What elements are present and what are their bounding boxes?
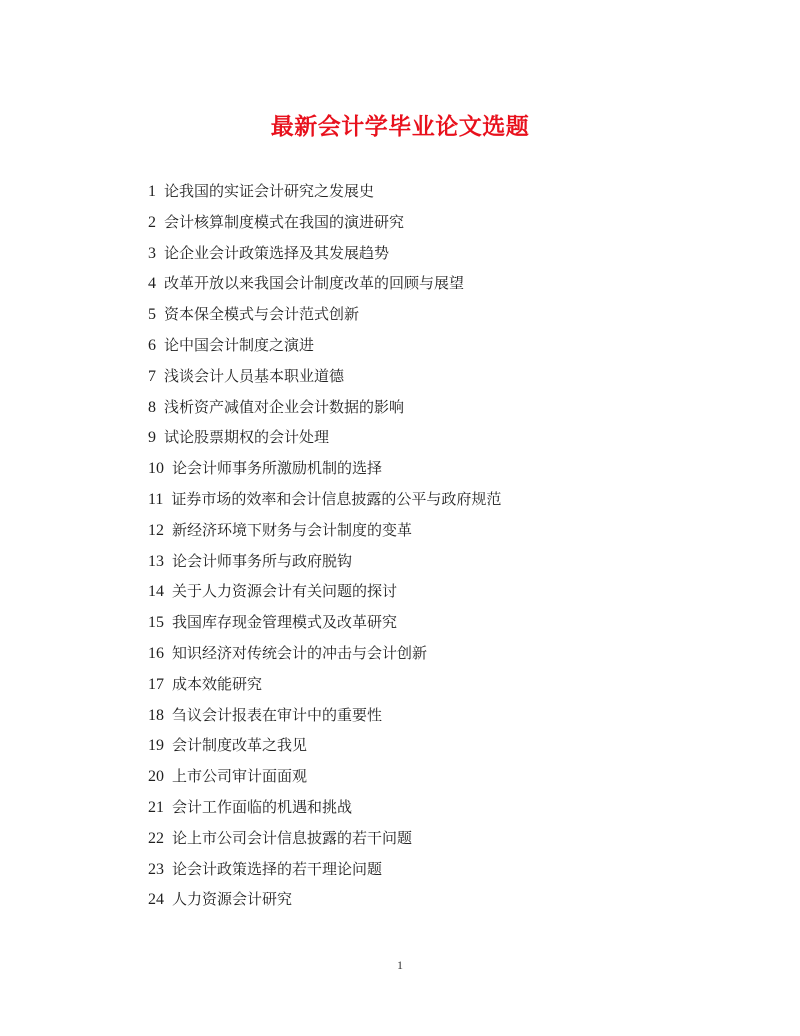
topic-title: 论会计政策选择的若干理论问题 xyxy=(172,859,383,878)
topic-number: 13 xyxy=(148,552,164,570)
topic-number: 7 xyxy=(148,367,156,385)
topic-item xyxy=(148,730,708,761)
topic-number: 2 xyxy=(148,213,156,231)
topic-title: 证券市场的效率和会计信息披露的公平与政府规范 xyxy=(171,489,502,508)
topic-number: 4 xyxy=(148,275,156,293)
topic-item xyxy=(148,515,708,546)
topic-item xyxy=(148,238,708,269)
topic-item xyxy=(148,361,708,392)
topic-title: 浅谈会计人员基本职业道德 xyxy=(164,366,345,385)
topic-title: 论会计师事务所激励机制的选择 xyxy=(172,459,383,478)
topic-title: 成本效能研究 xyxy=(172,674,263,693)
topic-item xyxy=(148,761,708,792)
topic-title: 会计制度改革之我见 xyxy=(172,736,308,755)
topic-item xyxy=(148,669,708,700)
topic-title: 刍议会计报表在审计中的重要性 xyxy=(172,705,383,724)
topic-item xyxy=(148,330,708,361)
topic-title: 论我国的实证会计研究之发展史 xyxy=(164,182,375,200)
topic-item xyxy=(148,607,708,638)
topic-item xyxy=(148,299,708,330)
topic-item xyxy=(148,392,708,423)
topic-number: 3 xyxy=(148,244,156,262)
topic-item xyxy=(148,546,708,577)
topic-item xyxy=(148,823,708,854)
topic-item xyxy=(148,207,708,238)
topic-number: 23 xyxy=(148,860,164,878)
topic-item xyxy=(148,484,708,515)
topic-title: 会计核算制度模式在我国的演进研究 xyxy=(164,212,405,231)
topic-number: 15 xyxy=(148,614,164,632)
page-number: 1 xyxy=(397,958,403,972)
topic-title: 浅析资产减值对企业会计数据的影响 xyxy=(164,397,405,416)
topic-number: 10 xyxy=(148,460,164,478)
topic-number: 19 xyxy=(148,737,164,755)
topic-number: 14 xyxy=(148,583,164,601)
topic-title: 论中国会计制度之演进 xyxy=(164,335,315,354)
topic-title: 论会计师事务所与政府脱钩 xyxy=(172,551,353,570)
topic-title: 会计工作面临的机遇和挑战 xyxy=(172,797,353,816)
topic-number: 17 xyxy=(148,675,164,693)
topic-number: 11 xyxy=(148,490,164,508)
topic-title: 试论股票期权的会计处理 xyxy=(164,428,330,447)
topic-number: 9 xyxy=(148,429,156,447)
document-title: 最新会计学毕业论文选题 xyxy=(270,113,530,140)
topic-number: 5 xyxy=(148,306,156,324)
topic-item xyxy=(148,884,708,915)
topic-title: 新经济环境下财务与会计制度的变革 xyxy=(172,520,413,539)
topic-title: 资本保全模式与会计范式创新 xyxy=(164,305,360,324)
topic-item xyxy=(148,176,708,207)
topic-number: 24 xyxy=(148,891,164,909)
topic-number: 21 xyxy=(148,798,164,816)
topic-item xyxy=(148,268,708,299)
topic-item xyxy=(148,792,708,823)
topic-number: 12 xyxy=(148,521,164,539)
topic-title: 论企业会计政策选择及其发展趋势 xyxy=(164,243,390,262)
topic-number: 1 xyxy=(148,183,156,200)
topic-title: 人力资源会计研究 xyxy=(172,890,293,909)
topic-item xyxy=(148,453,708,484)
topic-list xyxy=(148,176,708,915)
topic-number: 18 xyxy=(148,706,164,724)
topic-number: 16 xyxy=(148,644,164,662)
topic-title: 改革开放以来我国会计制度改革的回顾与展望 xyxy=(164,274,465,293)
topic-title: 我国库存现金管理模式及改革研究 xyxy=(172,613,398,632)
topic-item xyxy=(148,854,708,885)
topic-number: 6 xyxy=(148,336,156,354)
topic-title: 关于人力资源会计有关问题的探讨 xyxy=(172,582,398,601)
topic-item xyxy=(148,422,708,453)
topic-number: 22 xyxy=(148,829,164,847)
topic-title: 知识经济对传统会计的冲击与会计创新 xyxy=(172,643,428,662)
topic-title: 论上市公司会计信息披露的若干问题 xyxy=(172,828,413,847)
topic-title: 上市公司审计面面观 xyxy=(172,767,308,786)
topic-number: 8 xyxy=(148,398,156,416)
topic-item xyxy=(148,700,708,731)
topic-number: 20 xyxy=(148,768,164,786)
topic-item xyxy=(148,638,708,669)
topic-item xyxy=(148,576,708,607)
